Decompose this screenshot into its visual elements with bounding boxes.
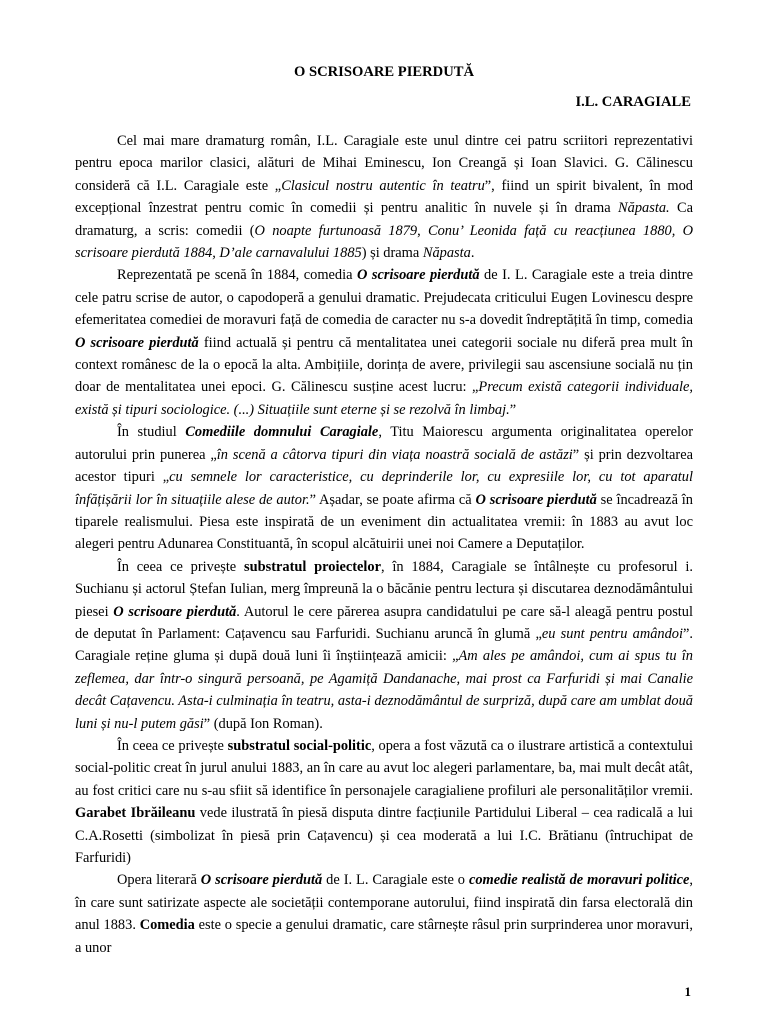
paragraph [75,869,693,959]
text-run: , în care sunt satirizate aspecte ale societății contemporane autorului, fiind inspirată din farsa electorală din anul 1883. [75,872,693,934]
text-run: Precum există categorii individuale, există și tipuri sociologice. (...) Situațiile sunt eterne și se rezolvă în limbaj. [75,379,693,418]
text-run: , [417,222,428,239]
text-run: O scrisoare pierdută [200,872,323,889]
text-run: este o specie a genului dramatic, care stârnește râsul prin surprinderea unor moravuri, a unor [75,917,693,956]
text-run: . Autorul le cere părerea asupra candidatului pe care să-l aleagă pentru postul de deputat în Parlament: Cațavencu sau Farfuridi. Suchianu aruncă în glumă „ [75,603,693,642]
text-run: de I. L. Caragiale este o [322,872,469,889]
text-run: În studiul [117,424,186,441]
text-run: O scrisoare pierdută [357,267,480,284]
text-run: Năpasta. [618,200,670,217]
text-run: comedie realistă de moravuri politice [468,872,690,889]
text-run: ”. Caragiale reține gluma și după două luni îi înștiințează amicii: „ [75,625,693,665]
paragraph [75,264,693,421]
paragraph [75,130,693,264]
text-run: Comediile domnului Caragiale [185,424,379,441]
text-run: În ceea ce privește [117,558,244,575]
text-run: O scrisoare pierdută [113,603,237,620]
text-run: O scrisoare pierdută [75,334,199,351]
document-title: O SCRISOARE PIERDUTĂ [293,64,475,80]
text-run: Conu’ Leonida față cu reacțiunea 1880, O scrisoare pierdută 1884, D’ale carnavalului 1885 [75,222,693,262]
text-run: substratul social-politic [227,737,372,754]
paragraph [75,421,693,555]
text-run: O scrisoare pierdută [475,491,597,508]
text-run: vede ilustrată în piesă disputa dintre facțiunile Partidului Liberal – cea radicală a lui C.A.Rosetti (simbolizat în piesă prin Cațavencu) și cea moderată a lui I.C. Brătianu (întruchipat de Farfuridi) [75,805,694,866]
text-run: se încadrează în tiparele realismului. Piesa este inspirată de un eveniment din actualitatea vremii: în 1883 au avut loc alegeri pentru Adunarea Constituantă, în scopul alcătuirii unei noi Camere a Deputaților. [75,491,693,553]
text-run: Clasicul nostru autentic în teatru [281,177,485,194]
text-run: ) și drama [361,245,423,262]
text-run: . [470,245,475,262]
text-run: Comedia [139,917,195,934]
text-run: Ca dramaturg, a scris: comedii ( [75,200,694,239]
page-number: 1 [684,984,691,999]
document-body [75,130,693,959]
text-run: eu sunt pentru amândoi [541,625,683,642]
text-run: ”, fiind un spirit bivalent, în mod excepțional înzestrat pentru comic în comedii și pentru analitic în nuvele și în drama [75,177,693,217]
text-run: în scenă a câtorva tipuri din viața noastră socială de astăzi [216,446,573,463]
text-run: ” și prin dezvoltarea acestor tipuri „ [75,446,693,486]
text-run: fiind actuală și pentru că mentalitatea unei categorii sociale nu diferă prea mult în context românesc de la o epocă la alta. Ambițiile, dorința de avere, privilegii sau ascensiune socială nu țin doar de mentalitatea unei epoci. G. Călinescu susține acest lucru: „ [75,334,693,396]
text-run: , opera a fost văzută ca o ilustrare artistică a contextului social-politic creat în jurul anului 1883, an în care au avut loc alegeri parlamentare, ba, mai mult decât atât, au fost critici care nu s-au sfiit să identifice în personajele caragialiene profiluri ale personalităților vremii. [75,737,693,799]
text-run: Am ales pe amândoi, cum ai spus tu în zeflemea, dar într-o singură persoană, pe Agamiță Dandanache, mai prost ca Farfuridi și mai Canalie decât Cațavencu. Asta-i culminația în teatru, asta-i deznodământul de surpriză, după care am umblat două luni și nu-l putem găsi [75,648,693,732]
text-run: Garabet Ibrăileanu [75,805,196,822]
text-run: de I. L. Caragiale este a treia dintre cele patru scrise de autor, o capodoperă a genului dramatic. Prejudecata criticului Eugen Lovinescu despre efemeritatea comediei de moravuri față de comedia de caracter nu s-a dovedit îndreptățită în timp, comedia [75,267,693,329]
text-run: Reprezentată pe scenă în 1884, comedia [117,267,357,284]
text-run: Opera literară [117,872,201,889]
text-run: Cel mai mare dramaturg român, I.L. Caragiale este unul dintre cei patru scriitori reprezentativi pentru epoca marilor clasici, alături de Mihai Eminescu, Ion Creangă și Ioan Slavici. G. Călinescu consideră că I.L. Caragiale este „ [75,133,693,194]
text-run: , în 1884, Caragiale se întâlnește cu profesorul i. Suchianu și actorul Ștefan Iulian, merg împreună la o băcănie pentru lectura și discutarea deznodământului piesei [75,558,693,620]
text-run: cu semnele lor caracteristice, cu deprinderile lor, cu expresiile lor, cu tot aparatul înfățișării lor în situațiile alese de autor. [75,469,694,508]
text-run: În ceea ce privește [117,737,228,754]
paragraph [75,735,693,869]
paragraph [75,556,693,735]
text-run: ” [509,401,517,418]
text-run: ” Așadar, se poate afirma că [309,491,476,508]
text-run: , Titu Maiorescu argumenta originalitatea operelor autorului prin punerea „ [75,424,693,463]
text-run: substratul proiectelor [243,558,381,575]
document-author: I.L. CARAGIALE [575,94,691,110]
text-run: Năpasta [422,245,471,262]
text-run: O noapte furtunoasă 1879 [254,222,418,239]
text-run: ” (după Ion Roman). [203,715,323,732]
